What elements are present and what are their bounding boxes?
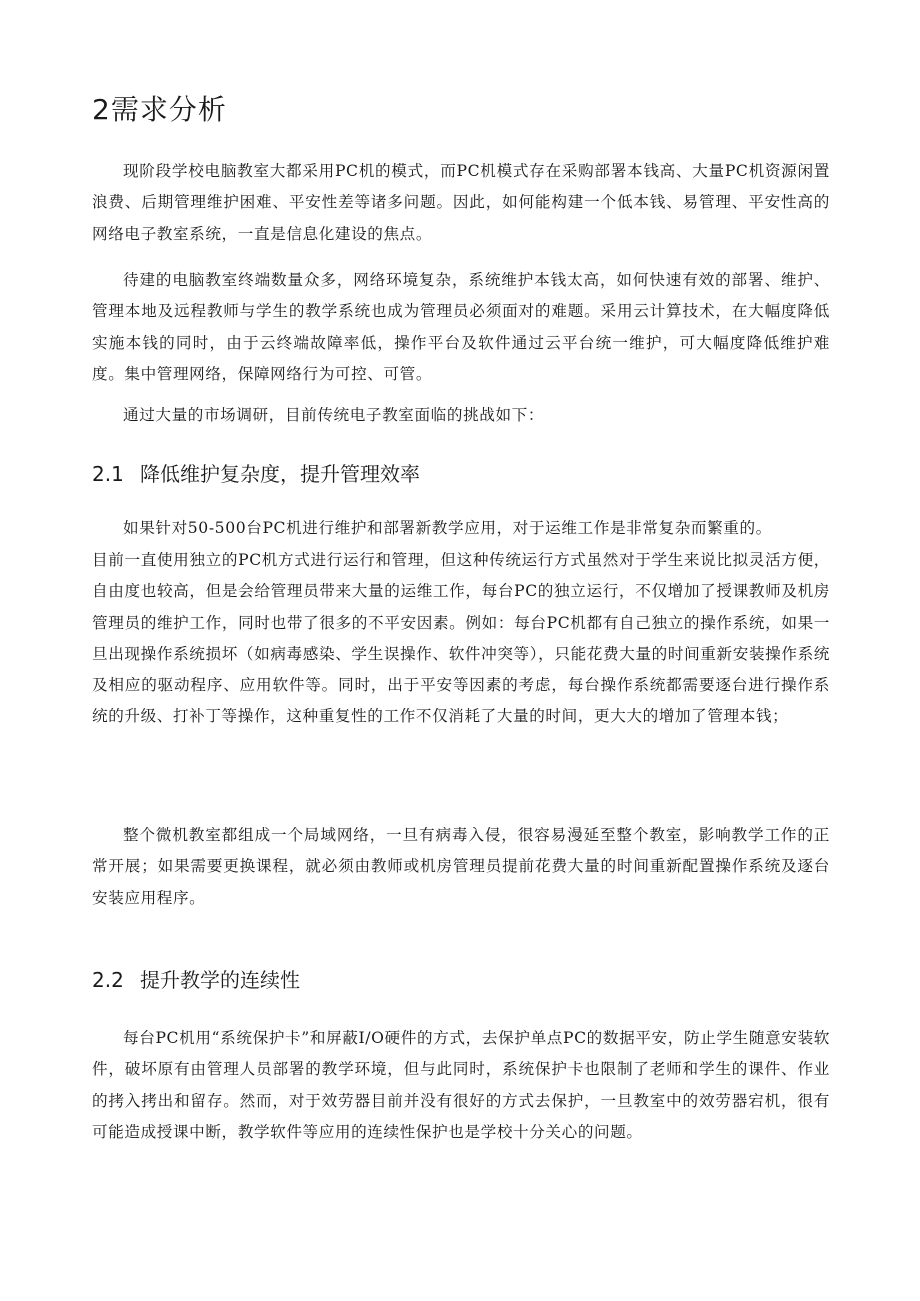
section-title: 2需求分析 [92, 93, 227, 126]
subsection-number: 2.2 [92, 968, 124, 992]
subsection-2-1-paragraph-1: 如果针对50-500台PC机进行维护和部署新教学应用，对于运维工作是非常复杂而繁重的。 [123, 519, 772, 537]
subsection-heading-2-2 [92, 965, 300, 995]
section-paragraph-2: 待建的电脑教室终端数量众多，网络环境复杂，系统维护本钱太高，如何快速有效的部署、维护、管理本地及远程教师与学生的教学系统也成为管理员必须面对的难题。采用云计算技术，在大幅度降低实施本钱的同时，由于云终端故障率低，操作平台及软件通过云平台统一维护，可大幅度降低维护难度。集中管理网络，保障网络行为可控、可管。 [92, 271, 830, 383]
subsection-title: 降低维护复杂度，提升管理效率 [140, 462, 420, 486]
subsection-2-1-paragraph-2: 目前一直使用独立的PC机方式进行运行和管理，但这种传统运行方式虽然对于学生来说比拟灵活方便，自由度也较高，但是会给管理员带来大量的运维工作，每台PC的独立运行，不仅增加了授课教师及机房管理员的维护工作，同时也带了很多的不平安因素。例如：每台PC机都有自己独立的操作系统，如果一旦出现操作系统损坏（如病毒感染、学生误操作、软件冲突等），只能花费大量的时间重新安装操作系统及相应的驱动程序、应用软件等。同时，出于平安等因素的考虑，每台操作系统都需要逐台进行操作系统的升级、打补丁等操作，这种重复性的工作不仅消耗了大量的时间，更大大的增加了管理本钱； [92, 551, 830, 726]
subsection-2-1-paragraph-3: 整个微机教室都组成一个局域网络，一旦有病毒入侵，很容易漫延至整个教室，影响教学工作的正常开展；如果需要更换课程，就必须由教师或机房管理员提前花费大量的时间重新配置操作系统及逐台安装应用程序。 [92, 826, 830, 907]
section-paragraph-1: 现阶段学校电脑教室大都采用PC机的模式，而PC机模式存在采购部署本钱高、大量PC机资源闲置浪费、后期管理维护困难、平安性差等诸多问题。因此，如何能构建一个低本钱、易管理、平安性高的网络电子教室系统，一直是信息化建设的焦点。 [92, 162, 830, 243]
subsection-heading-2-1 [92, 459, 420, 489]
subsection-2-2-paragraph-1: 每台PC机用“系统保护卡”和屏蔽I/O硬件的方式，去保护单点PC的数据平安，防止学生随意安装软件，破坏原有由管理人员部署的教学环境，但与此同时，系统保护卡也限制了老师和学生的课件、作业的拷入拷出和留存。然而，对于效劳器目前并没有很好的方式去保护，一旦教室中的效劳器宕机，很有可能造成授课中断，教学软件等应用的连续性保护也是学校十分关心的问题。 [92, 1029, 830, 1141]
section-paragraph-3: 通过大量的市场调研，目前传统电子教室面临的挑战如下： [123, 406, 545, 424]
subsection-number: 2.1 [92, 462, 124, 486]
subsection-title: 提升教学的连续性 [140, 968, 300, 992]
